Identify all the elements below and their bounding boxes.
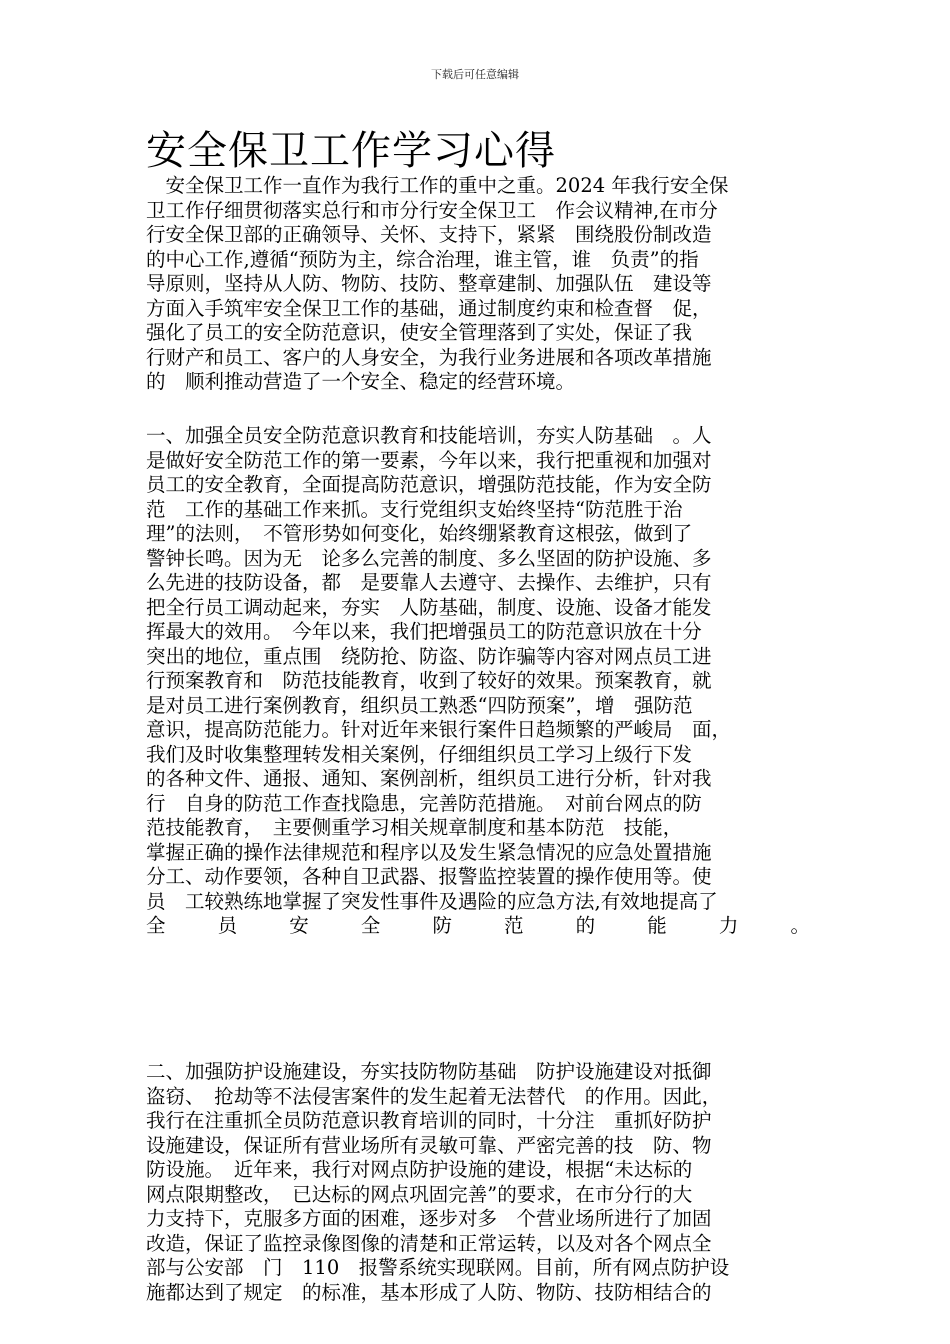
text-line: 范 工作的基础工作来抓。支行党组织支始终坚持“防范胜于治 [146,497,683,521]
section-heading-line: 二、加强防护设施建设，夯实技防物防基础 防护设施建设对抵御 [146,1060,712,1083]
text-line: 我行在注重抓全员防范意识教育培训的同时，十分注 重抓好防护 [146,1109,712,1132]
text-line: 意识，提高防范能力。针对近年来银行案件日趋频繁的严峻局 面， [146,718,732,741]
text-line: 施都达到了规定 的标准，基本形成了人防、物防、技防相结合的 [146,1280,712,1304]
text-line: 方面入手筑牢安全保卫工作的基础，通过制度约束和检查督 促， [146,296,712,320]
text-line: 盗窃、 抢劫等不法侵害案件的发生起着无法替代 的作用。因此， [146,1084,722,1108]
char: 全 [360,914,381,937]
text-line: 么先进的技防设备，都 是要靠人去遵守、去操作、去维护，只有 [146,571,712,594]
text-line: 突出的地位，重点围 绕防抢、防盗、防诈骗等内容对网点员工进 [146,644,712,668]
text-line: 安全保卫工作一直作为我行工作的重中之重。2024 年我行安全保 [146,174,729,197]
text-line: 分工、动作要领，各种自卫武器、报警监控装置的操作使用等。使 [146,865,712,888]
text-line: 我们及时收集整理转发相关案例，仔细组织员工学习上级行下发 [146,742,693,766]
char: 安 [289,914,309,937]
text-line: 行 自身的防范工作查找隐患，完善防范措施。 对前台网点的防 [146,791,702,815]
text-line: 设施建设，保证所有营业场所有灵敏可靠、严密完善的技 防、物 [146,1133,712,1157]
text-line: 行预案教育和 防范技能教育，收到了较好的效果。预案教育，就 [146,669,712,692]
text-line: 范技能教育， 主要侧重学习相关规章制度和基本防范 技能， [146,816,683,839]
intro-paragraph [146,174,810,395]
char: 力 [718,914,739,937]
text-line: 力支持下，克服多方面的困难，逐步对多 个营业场所进行了加固 [146,1207,712,1230]
text-line: 部与公安部 门 110 报警系统实现联网。目前，所有网点防护设 [146,1256,730,1279]
text-line: 导原则，坚持从人防、物防、技防、整章建制、加强队伍 建设等 [146,272,712,295]
header-note: 下载后可任意编辑 [431,68,519,81]
text-line: 是对员工进行案例教育，组织员工熟悉“四防预案”，增 强防范 [146,693,693,717]
char: 。 [790,914,810,937]
text-line: 防设施。 近年来，我行对网点防护设施的建设，根据“未达标的 [146,1158,693,1181]
section-heading-line: 一、加强全员安全防范意识教育和技能培训，夯实人防基础 。人 [146,424,712,447]
text-line: 网点限期整改， 已达标的网点巩固完善”的要求，在市分行的大 [146,1182,693,1206]
char: 能 [647,914,667,937]
document-title: 安全保卫工作学习心得 [146,128,556,174]
char: 员 [217,914,238,937]
justified-last-line [146,914,810,939]
text-line: 行安全保卫部的正确领导、关怀、支持下，紧紧 围绕股份制改造 [146,223,712,246]
text-line: 员工的安全教育，全面提高防范意识，增强防范技能，作为安全防 [146,473,712,496]
text-line: 行财产和员工、客户的人身安全，为我行业务进展和各项改革措施 [146,345,712,369]
text-line: 理”的法则， 不管形势如何变化，始终绷紧教育这根弦，做到了 [146,522,693,545]
text-line: 员 工较熟练地掌握了突发性事件及遇险的应急方法,有效地提高了 [146,889,718,913]
section-2-paragraph [146,1060,810,1305]
text-line: 掌握正确的操作法律规范和程序以及发生紧急情况的应急处置措施 [146,840,712,864]
char: 范 [504,914,524,937]
text-line: 的各种文件、通报、通知、案例剖析，组织员工进行分析，针对我 [146,767,712,790]
text-line: 强化了员工的安全防范意识，使安全管理落到了实处，保证了我 [146,321,693,344]
char: 防 [432,914,452,937]
text-line: 卫工作仔细贯彻落实总行和市分行安全保卫工 作会议精神,在市分 [146,198,718,222]
text-line: 改造，保证了监控录像图像的清楚和正常运转，以及对各个网点全 [146,1231,712,1255]
text-line: 把全行员工调动起来，夯实 人防基础，制度、设施、设备才能发 [146,595,712,619]
text-line: 的 顺利推动营造了一个安全、稳定的经营环境。 [146,370,576,393]
char: 的 [575,914,596,937]
text-line: 的中心工作,遵循“预防为主，综合治理，谁主管，谁 负责”的指 [146,247,699,271]
text-line: 警钟长鸣。因为无 论多么完善的制度、多么坚固的防护设施、多 [146,546,712,570]
section-1-paragraph [146,424,810,939]
text-line: 挥最大的效用。 今年以来，我们把增强员工的防范意识放在十分 [146,620,702,643]
char: 全 [146,914,166,937]
text-line: 是做好安全防范工作的第一要素，今年以来，我行把重视和加强对 [146,448,712,472]
